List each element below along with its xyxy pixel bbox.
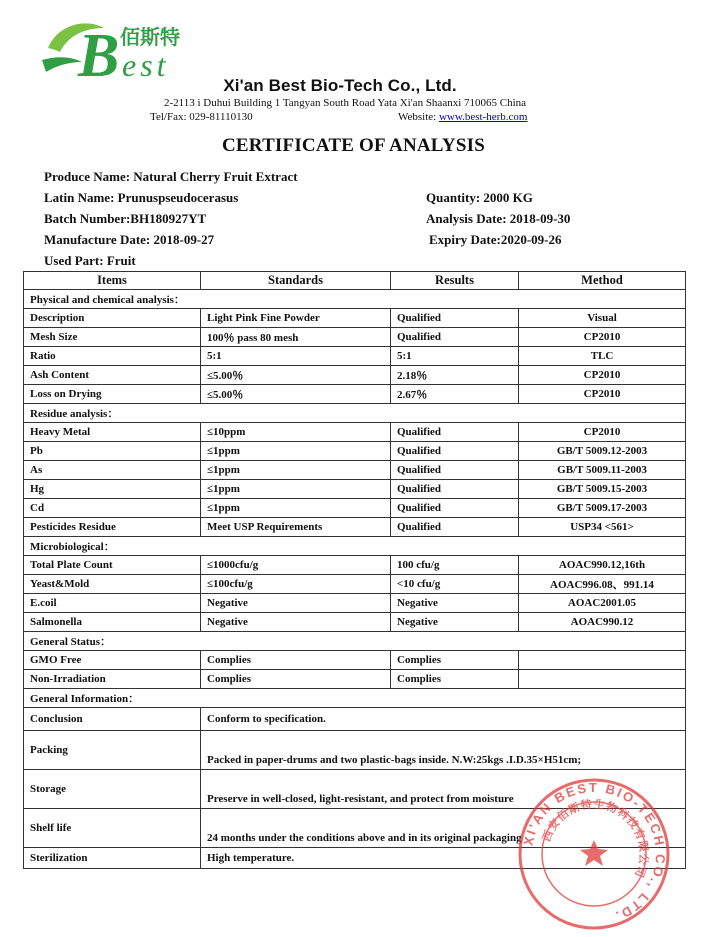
item-cell: As bbox=[24, 461, 201, 480]
svg-text:佰斯特: 佰斯特 bbox=[120, 25, 180, 49]
table-row bbox=[24, 442, 686, 461]
method-cell: CP2010 bbox=[519, 328, 686, 347]
standard-cell: ≤1ppm bbox=[201, 461, 391, 480]
website-label: Website: bbox=[398, 111, 437, 123]
item-cell: Salmonella bbox=[24, 613, 201, 632]
standard-cell: Meet USP Requirements bbox=[201, 518, 391, 537]
result-cell: Complies bbox=[391, 651, 519, 670]
company-telfax: Tel/Fax: 029-81110130 bbox=[150, 111, 253, 123]
standard-cell: Light Pink Fine Powder bbox=[201, 309, 391, 328]
method-cell: AOAC2001.05 bbox=[519, 594, 686, 613]
result-cell: <10 cfu/g bbox=[391, 575, 519, 594]
section-header-row bbox=[24, 632, 686, 651]
general-info-row bbox=[24, 770, 686, 809]
website-link[interactable]: www.best-herb.com bbox=[438, 111, 528, 123]
general-info-value: 24 months under the conditions above and in its original packaging bbox=[201, 809, 686, 848]
used-part: Used Part: Fruit bbox=[44, 253, 136, 268]
result-cell: Qualified bbox=[391, 442, 519, 461]
section-header-row bbox=[24, 404, 686, 423]
result-cell: 2.18％ bbox=[391, 366, 519, 385]
method-cell: GB/T 5009.15-2003 bbox=[519, 480, 686, 499]
table-row bbox=[24, 670, 686, 689]
table-row bbox=[24, 385, 686, 404]
general-info-row bbox=[24, 809, 686, 848]
table-body bbox=[24, 290, 686, 869]
svg-text:B: B bbox=[78, 22, 120, 90]
item-cell: Pesticides Residue bbox=[24, 518, 201, 537]
section-title: Physical and chemical analysis： bbox=[24, 290, 686, 309]
svg-text:est: est bbox=[122, 47, 170, 83]
standard-cell: Negative bbox=[201, 613, 391, 632]
result-cell: Qualified bbox=[391, 328, 519, 347]
analysis-table bbox=[23, 271, 686, 869]
table-row bbox=[24, 594, 686, 613]
manufacture-date: Manufacture Date: 2018-09-27 bbox=[44, 232, 215, 247]
general-info-label: Conclusion bbox=[24, 708, 201, 731]
item-cell: Description bbox=[24, 309, 201, 328]
general-info-row bbox=[24, 708, 686, 731]
result-cell: Complies bbox=[391, 670, 519, 689]
item-cell: Heavy Metal bbox=[24, 423, 201, 442]
method-cell: AOAC996.08、991.14 bbox=[519, 575, 686, 594]
item-cell: Hg bbox=[24, 480, 201, 499]
general-info-value: Packed in paper-drums and two plastic-bags inside. N.W:25kgs .I.D.35×H51cm; bbox=[201, 731, 686, 770]
item-cell: GMO Free bbox=[24, 651, 201, 670]
table-row bbox=[24, 461, 686, 480]
result-cell: 5:1 bbox=[391, 347, 519, 366]
standard-cell: Negative bbox=[201, 594, 391, 613]
product-name: Produce Name: Natural Cherry Fruit Extract bbox=[44, 169, 298, 184]
general-info-value: High temperature. bbox=[201, 848, 686, 869]
table-row bbox=[24, 480, 686, 499]
result-cell: Qualified bbox=[391, 423, 519, 442]
standard-cell: ≤1ppm bbox=[201, 480, 391, 499]
latin-name: Latin Name: Prunuspseudocerasus bbox=[44, 190, 239, 205]
result-cell: Qualified bbox=[391, 309, 519, 328]
section-header-row bbox=[24, 537, 686, 556]
general-info-row bbox=[24, 731, 686, 770]
section-title: General Information： bbox=[24, 689, 686, 708]
table-row bbox=[24, 309, 686, 328]
method-cell: Visual bbox=[519, 309, 686, 328]
general-info-row bbox=[24, 848, 686, 869]
result-cell: Negative bbox=[391, 613, 519, 632]
item-cell: Ash Content bbox=[24, 366, 201, 385]
method-cell: CP2010 bbox=[519, 385, 686, 404]
standard-cell: ≤5.00％ bbox=[201, 366, 391, 385]
company-logo bbox=[38, 10, 208, 90]
table-row bbox=[24, 366, 686, 385]
standard-cell: ≤1ppm bbox=[201, 442, 391, 461]
method-cell: CP2010 bbox=[519, 366, 686, 385]
table-row bbox=[24, 347, 686, 366]
table-row bbox=[24, 613, 686, 632]
company-website bbox=[398, 111, 527, 123]
standard-cell: ≤100cfu/g bbox=[201, 575, 391, 594]
item-cell: Ratio bbox=[24, 347, 201, 366]
general-info-label: Shelf life bbox=[24, 809, 201, 848]
section-title: Residue analysis： bbox=[24, 404, 686, 423]
general-info-value: Preserve in well-closed, light-resistant, and protect from moisture bbox=[201, 770, 686, 809]
result-cell: Qualified bbox=[391, 480, 519, 499]
header-items: Items bbox=[24, 272, 201, 290]
section-title: Microbiological： bbox=[24, 537, 686, 556]
section-header-row bbox=[24, 689, 686, 708]
table-row bbox=[24, 499, 686, 518]
document-title: CERTIFICATE OF ANALYSIS bbox=[222, 135, 485, 156]
general-info-label: Packing bbox=[24, 731, 201, 770]
general-info-label: Sterilization bbox=[24, 848, 201, 869]
standard-cell: Complies bbox=[201, 651, 391, 670]
table-header-row bbox=[24, 272, 686, 290]
item-cell: Total Plate Count bbox=[24, 556, 201, 575]
result-cell: Qualified bbox=[391, 461, 519, 480]
method-cell: AOAC990.12 bbox=[519, 613, 686, 632]
method-cell: CP2010 bbox=[519, 423, 686, 442]
item-cell: Non-Irradiation bbox=[24, 670, 201, 689]
quantity: Quantity: 2000 KG bbox=[426, 190, 533, 205]
standard-cell: ≤5.00％ bbox=[201, 385, 391, 404]
expiry-date: Expiry Date:2020-09-26 bbox=[429, 232, 562, 247]
method-cell: GB/T 5009.12-2003 bbox=[519, 442, 686, 461]
result-cell: Qualified bbox=[391, 518, 519, 537]
analysis-date: Analysis Date: 2018-09-30 bbox=[426, 211, 571, 226]
method-cell bbox=[519, 670, 686, 689]
standard-cell: ≤10ppm bbox=[201, 423, 391, 442]
general-info-value: Conform to specification. bbox=[201, 708, 686, 731]
result-cell: Negative bbox=[391, 594, 519, 613]
method-cell: GB/T 5009.17-2003 bbox=[519, 499, 686, 518]
company-address: 2-2113 i Duhui Building 1 Tangyan South Road Yata Xi'an Shaanxi 710065 China bbox=[163, 97, 527, 109]
item-cell: Pb bbox=[24, 442, 201, 461]
item-cell: E.coil bbox=[24, 594, 201, 613]
company-name: Xi'an Best Bio-Tech Co., Ltd. bbox=[223, 76, 457, 95]
table-row bbox=[24, 575, 686, 594]
batch-number: Batch Number:BH180927YT bbox=[44, 211, 207, 226]
general-info-label: Storage bbox=[24, 770, 201, 809]
result-cell: 2.67％ bbox=[391, 385, 519, 404]
svg-text:XI'AN BEST BIO-TECH CO., LTD.: XI'AN BEST BIO-TECH CO., LTD. bbox=[520, 779, 669, 925]
header-standards: Standards bbox=[201, 272, 391, 290]
item-cell: Loss on Drying bbox=[24, 385, 201, 404]
result-cell: Qualified bbox=[391, 499, 519, 518]
header-results: Results bbox=[391, 272, 519, 290]
method-cell: AOAC990.12,16th bbox=[519, 556, 686, 575]
result-cell: 100 cfu/g bbox=[391, 556, 519, 575]
item-cell: Yeast&Mold bbox=[24, 575, 201, 594]
table-row bbox=[24, 651, 686, 670]
table-row bbox=[24, 518, 686, 537]
method-cell: TLC bbox=[519, 347, 686, 366]
table-row bbox=[24, 423, 686, 442]
svg-text:西安佰斯特生物科技有限公司: 西安佰斯特生物科技有限公司 bbox=[539, 797, 651, 881]
section-title: General Status： bbox=[24, 632, 686, 651]
standard-cell: Complies bbox=[201, 670, 391, 689]
standard-cell: ≤1ppm bbox=[201, 499, 391, 518]
standard-cell: 5:1 bbox=[201, 347, 391, 366]
standard-cell: ≤1000cfu/g bbox=[201, 556, 391, 575]
method-cell bbox=[519, 651, 686, 670]
item-cell: Mesh Size bbox=[24, 328, 201, 347]
method-cell: USP34 <561> bbox=[519, 518, 686, 537]
section-header-row bbox=[24, 290, 686, 309]
standard-cell: 100％ pass 80 mesh bbox=[201, 328, 391, 347]
table-row bbox=[24, 556, 686, 575]
header-method: Method bbox=[519, 272, 686, 290]
item-cell: Cd bbox=[24, 499, 201, 518]
table-row bbox=[24, 328, 686, 347]
method-cell: GB/T 5009.11-2003 bbox=[519, 461, 686, 480]
